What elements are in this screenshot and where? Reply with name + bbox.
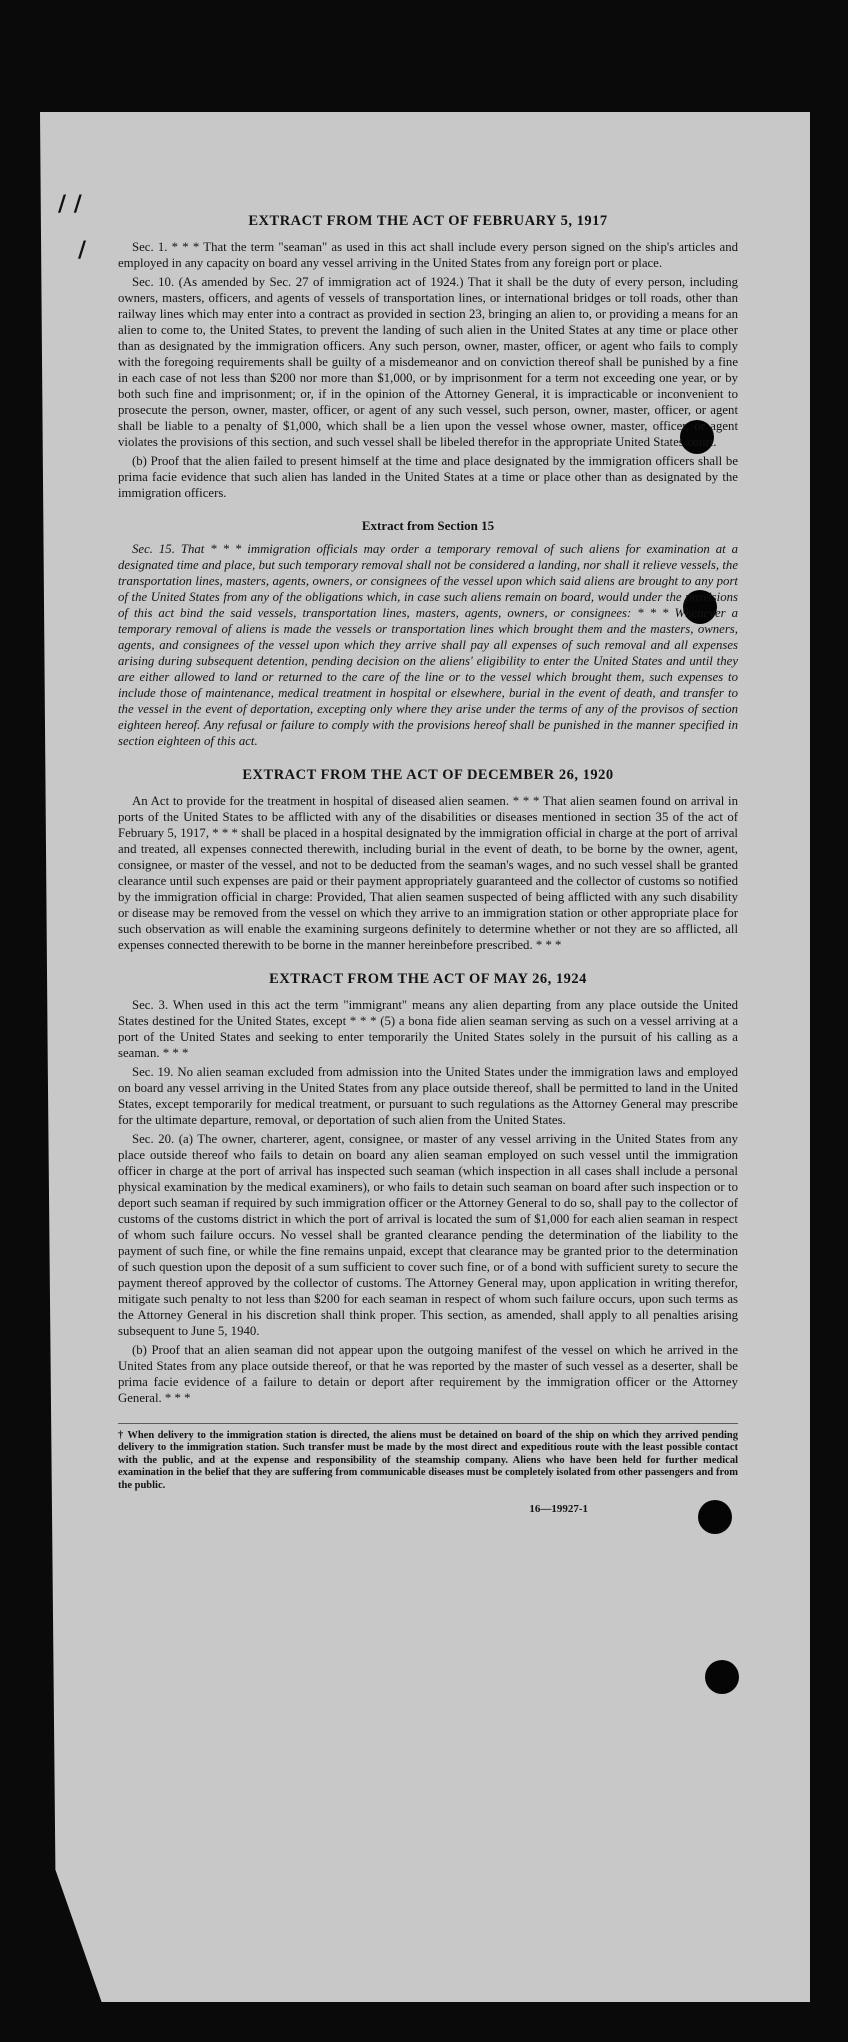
paragraph: (b) Proof that the alien failed to present himself at the time and place designated by the immigration officers shall be prima facie evidence that such alien has landed in the United States at a time or place other than as designated by the immigration officers. <box>118 453 738 500</box>
section-act-1924 <box>118 970 738 1407</box>
margin-mark-2: / <box>78 238 87 263</box>
paragraph: An Act to provide for the treatment in hospital of diseased alien seamen. * * * That alien seamen found on arrival in ports of the United States to be afflicted with any of the disabilities or diseases mentioned in section 35 of the act of February 5, 1917, * * * shall be placed in a hospital designated by the immigration official in charge at the port of arrival and treated, all expenses connected therewith, including burial in the event of death, to be borne by the owner, agent, consignee, or master of the vessel, and not to be deducted from the seaman's wages, and no such vessel shall be granted clearance until such expenses are paid or their payment appropriately guaranteed and the collector of customs so notified by the immigration official in charge: Provided, That alien seamen suspected of being afflicted with any such disability or disease may be removed from the vessel on which they arrive to an immigration station or other appropriate place for such observation as will enable the examining surgeons definitely to determine whether or not they are so afflicted, all expenses connected therewith to be borne in the manner hereinbefore prescribed. * * * <box>118 794 738 952</box>
paragraph: Sec. 1. * * * That the term "seaman" as used in this act shall include every person signed on the ship's articles and employed in any capacity on board any vessel arriving in the United States from any foreign port or place. <box>118 240 738 271</box>
section-heading: Extract from Section 15 <box>361 517 495 533</box>
section-heading: EXTRACT FROM THE ACT OF DECEMBER 26, 1920 <box>242 766 614 783</box>
margin-mark-1: / / <box>58 192 82 217</box>
section-act-1920 <box>118 766 738 954</box>
section-heading: EXTRACT FROM THE ACT OF MAY 26, 1924 <box>269 970 587 987</box>
section-heading: EXTRACT FROM THE ACT OF FEBRUARY 5, 1917 <box>248 213 608 229</box>
section-act-1917 <box>118 212 738 502</box>
paragraph: Sec. 19. No alien seaman excluded from admission into the United States under the immigration laws and employed on board any vessel arriving in the United States from any place outside thereof, shall be permitted to land in the United States, except temporarily for medical treatment, or pursuant to such regulations as the Attorney General may prescribe for the ultimate departure, removal, or deportation of such alien from the United States. <box>118 1064 738 1127</box>
section-15-extract <box>118 518 738 750</box>
document-text <box>118 212 738 1516</box>
paragraph: Sec. 20. (a) The owner, charterer, agent, consignee, or master of any vessel arriving in the United States from any place outside thereof who fails to detain on board any alien seaman employed on such vessel until the immigration officer in charge at the port of arrival has inspected such seaman (which inspection in all cases shall include a personal physical examination by the medical examiners), or who fails to detain such seaman on board after such inspection or to deport such seaman if required by such immigration officer or the Attorney General to do so, shall pay to the collector of customs of the customs district in which the port of arrival is located the sum of $1,000 for each alien seaman in respect of whom such failure occurs. No vessel shall be granted clearance pending the determination of the liability to the payment of such fine, or while the fine remains unpaid, except that clearance may be granted prior to the determination of such question upon the deposit of a sum sufficient to cover such fine, or of a bond with sufficient surety to secure the payment thereof approved by the collector of customs. The Attorney General may, upon application in writing therefor, mitigate such penalty to not less than $200 for each seaman in respect of whom such failure occurs, upon such terms as the Attorney General in his discretion shall think proper. This section, as amended, shall apply to all penalties arising subsequent to June 5, 1940. <box>118 1131 738 1338</box>
form-number: 16—19927-1 <box>529 1502 588 1515</box>
paragraph: Sec. 10. (As amended by Sec. 27 of immigration act of 1924.) That it shall be the duty of every person, including owners, masters, officers, and agents of vessels of transportation lines, or international bridges or toll roads, other than railway lines which may enter into a contract as provided in section 23, bringing an alien to, or providing a means for an alien to come to, the United States, to prevent the landing of such alien in the United States at any time or place other than as designated by the immigration officers. Any such person, owner, master, officer, or agent who fails to comply with the foregoing requirements shall be guilty of a misdemeanor and on conviction thereof shall be punished by a fine in each case of not less than $200 nor more than $1,000, or by imprisonment for a term not exceeding one year, or by both such fine and imprisonment; or, if in the opinion of the Attorney General, it is impracticable or inconvenient to prosecute the person, owner, master, officer, or agent of any such vessel, such person, owner, master, officer, or agent shall be liable to a penalty of $1,000, which shall be a lien upon the vessel whose owner, master, officer, or agent violates the provisions of this section, and such vessel shall be libeled therefor in the appropriate United States court. <box>118 275 738 449</box>
paragraph: Sec. 15. That * * * immigration officials may order a temporary removal of such aliens for examination at a designated time and place, but such temporary removal shall not be considered a landing, nor shall it relieve vessels, the transportation lines, masters, agents, owners, or consignees of the vessel upon which said aliens are brought to any port of the United States from any of the obligations which, in case such aliens remain on board, would under the provisions of this act bind the said vessels, transportation lines, masters, agents, owners, or consignees: * * * Whenever a temporary removal of aliens is made the vessels or transportation lines which brought them and the masters, owners, agents, and consignees of the vessel upon which they arrive shall pay all expenses of such removal and all expenses arising during subsequent detention, pending decision on the aliens' eligibility to enter the United States and until they are either allowed to land or returned to the care of the line or to the vessel which brought them, such expenses to include those of maintenance, medical treatment in hospital or elsewhere, burial in the event of death, and transfer to the vessel in the event of deportation, excepting only where they arise under the terms of any of the provisos of section eighteen hereof. Any refusal or failure to comply with the provisions hereof shall be punished in the manner specified in section eighteen of this act. <box>118 542 738 748</box>
punch-hole-4 <box>705 1660 739 1694</box>
paragraph: Sec. 3. When used in this act the term "immigrant" means any alien departing from any place outside the United States destined for the United States, except * * * (5) a bona fide alien seaman serving as such on a vessel arriving at a port of the United States and seeking to enter temporarily the United States solely in the pursuit of his calling as a seaman. * * * <box>118 998 738 1060</box>
footnote: † When delivery to the immigration station is directed, the aliens must be detained on board of the ship on which they arrived pending delivery to the immigration station. Such transfer must be made by the most direct and expeditious route with the least possible contact with the public, and at the expense and responsibility of the steamship company. Aliens who have been held for further medical examination in the belief that they are suffering from communicable diseases must be completely isolated from other passengers and from the public. <box>118 1423 738 1493</box>
paragraph: (b) Proof that an alien seaman did not appear upon the outgoing manifest of the vessel on which he arrived in the United States from any place outside thereof, or that he was reported by the master of such vessel as a deserter, shall be prima facie evidence of a failure to detain or deport after requirement by the immigration officer or the Attorney General. * * * <box>118 1342 738 1405</box>
